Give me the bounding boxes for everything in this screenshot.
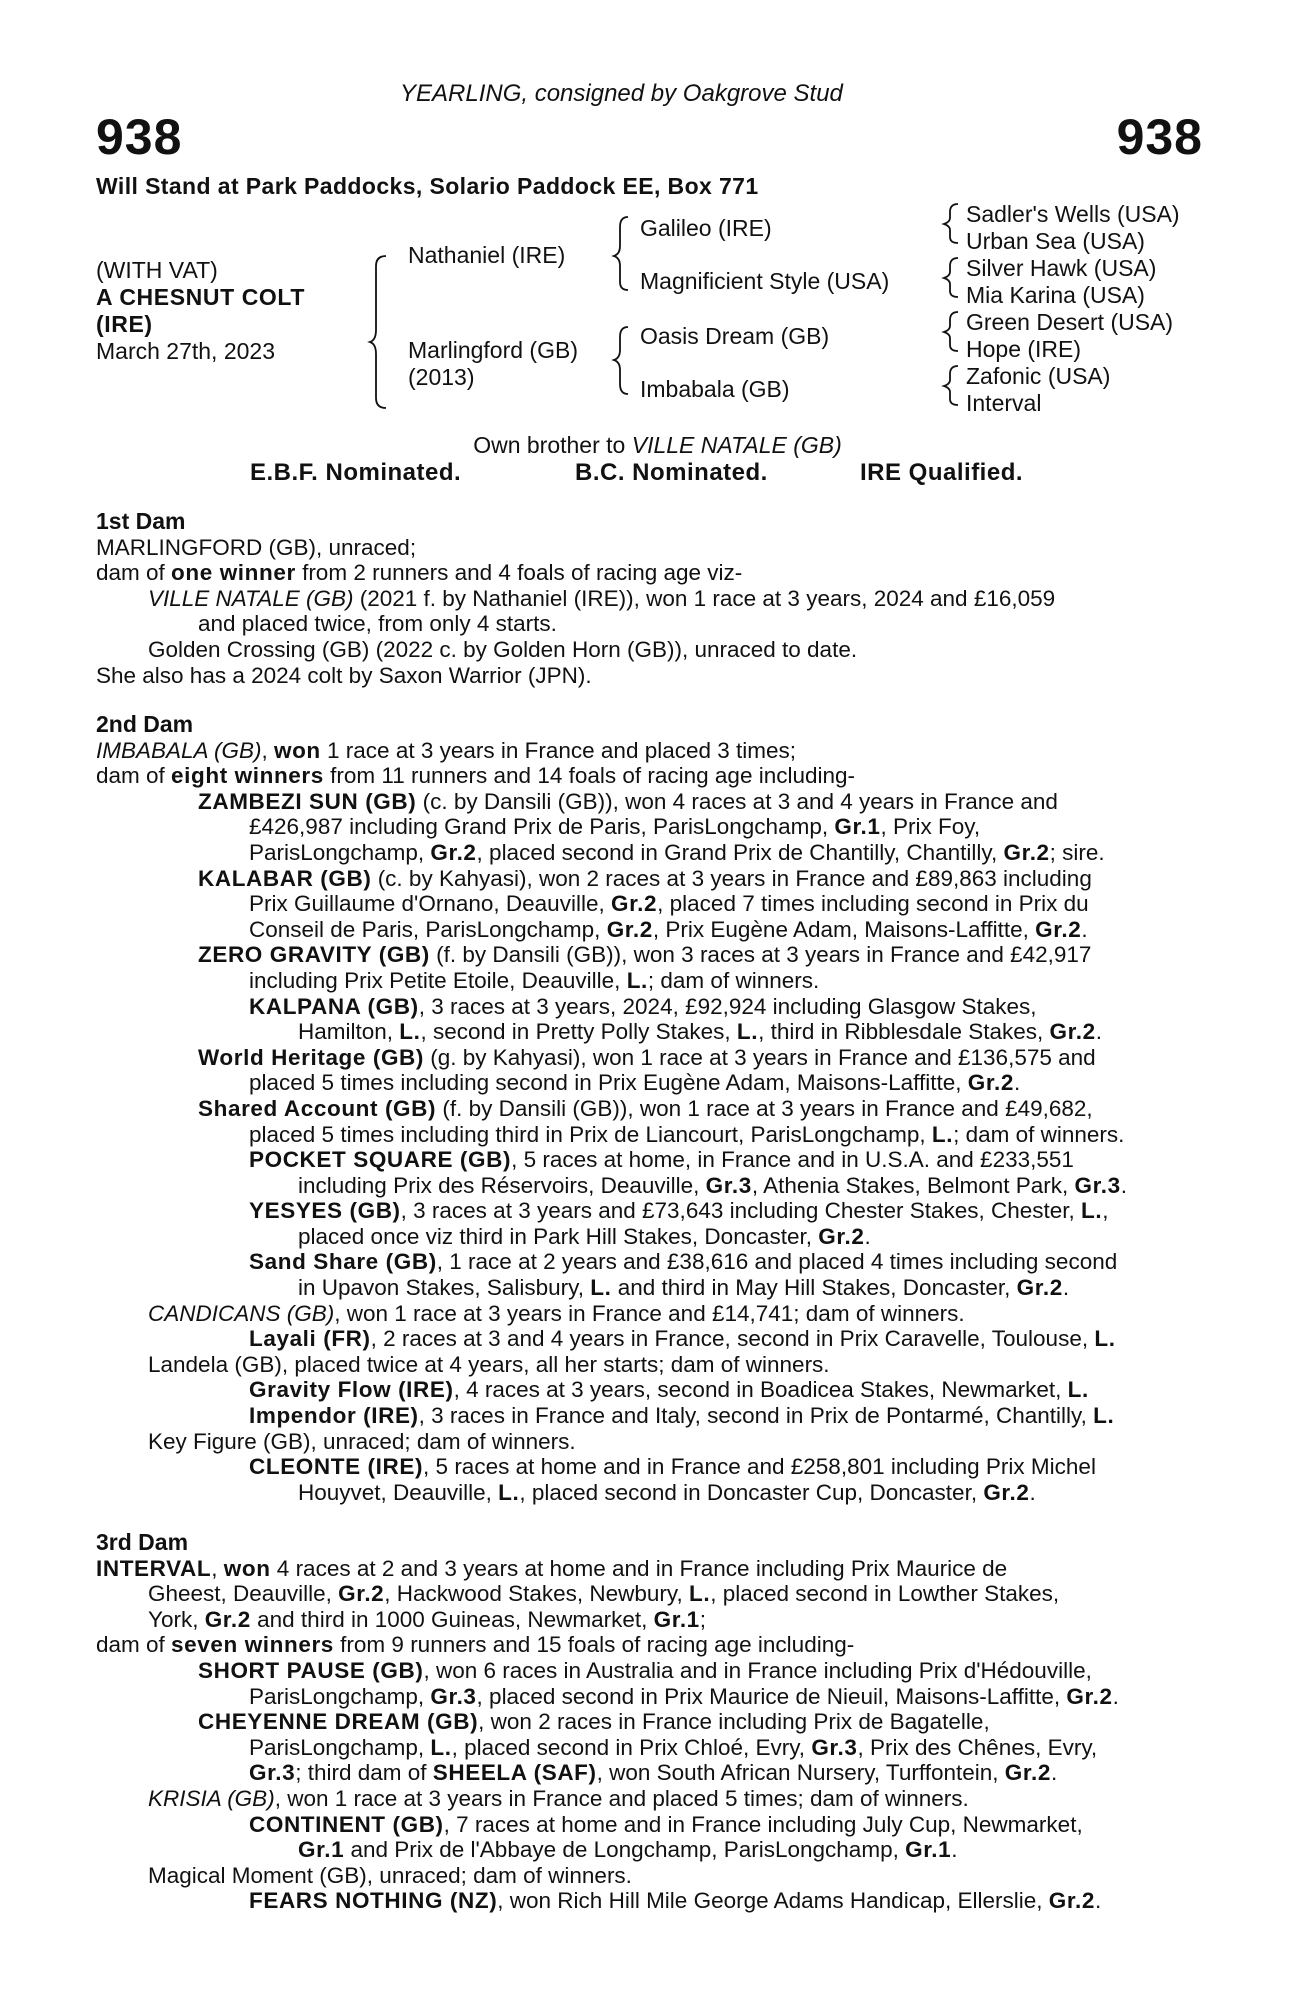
second-dam-title: 2nd Dam <box>96 711 194 737</box>
second-dam-line: Sand Share (GB), 1 race at 2 years and £38,616 and placed 4 times including second <box>249 1249 1118 1275</box>
own-brother-name: VILLE NATALE (GB) <box>631 432 842 458</box>
second-dam-line: World Heritage (GB) (g. by Kahyasi), won 1 race at 3 years in France and £136,575 and <box>198 1044 1096 1070</box>
grandparent-3: Silver Hawk (USA) <box>966 255 1157 281</box>
second-dam-line: KALABAR (GB) (c. by Kahyasi), won 2 races at 3 years in France and £89,863 including <box>198 865 1092 891</box>
third-dam-line: SHORT PAUSE (GB), won 6 races in Australia and in France including Prix d'Hédouville, <box>198 1657 1092 1683</box>
first-dam-section <box>96 509 1202 688</box>
second-dam-line: CANDICANS (GB), won 1 race at 3 years in France and £14,741; dam of winners. <box>148 1300 965 1326</box>
second-dam-line: Houyvet, Deauville, L., placed second in Doncaster Cup, Doncaster, Gr.2. <box>298 1479 1036 1505</box>
lot-number-left: 938 <box>96 109 183 165</box>
lot-number-right: 938 <box>1116 109 1203 165</box>
second-dam-line: POCKET SQUARE (GB), 5 races at home, in France and in U.S.A. and £233,551 <box>249 1147 1074 1173</box>
grandparent-4: Mia Karina (USA) <box>966 282 1145 308</box>
own-brother-note <box>0 432 1315 459</box>
third-dam-title: 3rd Dam <box>96 1529 189 1555</box>
sire: Nathaniel (IRE) <box>408 242 566 268</box>
third-dam-line: York, Gr.2 and third in 1000 Guineas, Newmarket, Gr.1; <box>148 1606 707 1632</box>
horse-name-line1: A CHESNUT COLT <box>96 284 305 310</box>
bc-nominated: B.C. Nominated. <box>575 459 768 486</box>
dam-sire: Oasis Dream (GB) <box>640 323 830 349</box>
grandparent-1: Sadler's Wells (USA) <box>966 201 1180 227</box>
own-brother-prefix: Own brother to <box>473 432 632 458</box>
second-dam-line: £426,987 including Grand Prix de Paris, ParisLongchamp, Gr.1, Prix Foy, <box>249 814 981 840</box>
second-dam-line: CLEONTE (IRE), 5 races at home and in France and £258,801 including Prix Michel <box>249 1454 1096 1480</box>
second-dam-line: placed once viz third in Park Hill Stakes, Doncaster, Gr.2. <box>298 1223 871 1249</box>
third-dam-line: Gr.1 and Prix de l'Abbaye de Longchamp, ParisLongchamp, Gr.1. <box>298 1837 958 1863</box>
second-dam-line: placed 5 times including third in Prix de Liancourt, ParisLongchamp, L.; dam of winners. <box>249 1121 1125 1147</box>
second-dam-line: Conseil de Paris, ParisLongchamp, Gr.2, Prix Eugène Adam, Maisons-Laffitte, Gr.2. <box>249 916 1088 942</box>
dam-year: (2013) <box>408 364 475 390</box>
second-dam-line: KALPANA (GB), 3 races at 3 years, 2024, £92,924 including Glasgow Stakes, <box>249 993 1037 1019</box>
consignment-line: YEARLING, consigned by Oakgrove Stud <box>400 80 843 107</box>
foaling-date: March 27th, 2023 <box>96 338 276 364</box>
sire-dam: Magnificient Style (USA) <box>640 268 890 294</box>
third-dam-line: Gr.3; third dam of SHEELA (SAF), won South African Nursery, Turffontein, Gr.2. <box>249 1760 1058 1786</box>
second-dam-line: IMBABALA (GB), won 1 race at 3 years in France and placed 3 times; <box>96 737 797 763</box>
second-dam-line: Layali (FR), 2 races at 3 and 4 years in France, second in Prix Caravelle, Toulouse, L. <box>249 1326 1116 1352</box>
second-dam-line: Impendor (IRE), 3 races in France and Italy, second in Prix de Pontarmé, Chantilly, L. <box>249 1403 1115 1429</box>
vat-note: (WITH VAT) <box>96 257 218 283</box>
second-dam-line: Shared Account (GB) (f. by Dansili (GB)), won 1 race at 3 years in France and £49,682, <box>198 1095 1093 1121</box>
second-dam-line: YESYES (GB), 3 races at 3 years and £73,643 including Chester Stakes, Chester, L., <box>249 1198 1109 1224</box>
third-dam-line: ParisLongchamp, Gr.3, placed second in Prix Maurice de Nieuil, Maisons-Laffitte, Gr.2. <box>249 1683 1119 1709</box>
first-dam-line: and placed twice, from only 4 starts. <box>198 611 557 637</box>
grandparent-7: Zafonic (USA) <box>966 363 1111 389</box>
second-dam-line: Key Figure (GB), unraced; dam of winners. <box>148 1428 576 1454</box>
first-dam-line: VILLE NATALE (GB) (2021 f. by Nathaniel (IRE)), won 1 race at 3 years, 2024 and £16,059 <box>148 585 1056 611</box>
second-dam-line: ZERO GRAVITY (GB) (f. by Dansili (GB)), won 3 races at 3 years in France and £42,917 <box>198 942 1092 968</box>
third-dam-line: CHEYENNE DREAM (GB), won 2 races in France including Prix de Bagatelle, <box>198 1709 990 1735</box>
third-dam-line: CONTINENT (GB), 7 races at home and in France including July Cup, Newmarket, <box>249 1811 1083 1837</box>
second-dam-line: placed 5 times including second in Prix Eugène Adam, Maisons-Laffitte, Gr.2. <box>249 1070 1021 1096</box>
ebf-nominated: E.B.F. Nominated. <box>250 459 462 486</box>
second-dam-line: ParisLongchamp, Gr.2, placed second in Grand Prix de Chantilly, Chantilly, Gr.2; sire. <box>249 839 1105 865</box>
sire-sire: Galileo (IRE) <box>640 215 772 241</box>
stand-location: Will Stand at Park Paddocks, Solario Paddock EE, Box 771 <box>96 173 759 199</box>
grandparent-6: Hope (IRE) <box>966 336 1082 362</box>
first-dam-line: Golden Crossing (GB) (2022 c. by Golden Horn (GB)), unraced to date. <box>148 636 858 662</box>
horse-name-line2: (IRE) <box>96 311 153 337</box>
second-dam-line: Hamilton, L., second in Pretty Polly Stakes, L., third in Ribblesdale Stakes, Gr.2. <box>298 1019 1102 1045</box>
first-dam-line: dam of one winner from 2 runners and 4 foals of racing age viz- <box>96 560 743 586</box>
second-dam-line: Landela (GB), placed twice at 4 years, all her starts; dam of winners. <box>148 1351 830 1377</box>
third-dam-line: FEARS NOTHING (NZ), won Rich Hill Mile George Adams Handicap, Ellerslie, Gr.2. <box>249 1888 1102 1914</box>
dam: Marlingford (GB) <box>408 337 578 363</box>
first-dam-line: She also has a 2024 colt by Saxon Warrior (JPN). <box>96 662 592 688</box>
second-dam-line: ZAMBEZI SUN (GB) (c. by Dansili (GB)), won 4 races at 3 and 4 years in France and <box>198 788 1058 814</box>
third-dam-section <box>96 1530 1202 1914</box>
first-dam-line: MARLINGFORD (GB), unraced; <box>96 534 417 560</box>
first-dam-title: 1st Dam <box>96 508 186 534</box>
third-dam-line: Gheest, Deauville, Gr.2, Hackwood Stakes, Newbury, L., placed second in Lowther Stakes, <box>148 1581 1060 1607</box>
second-dam-line: Gravity Flow (IRE), 4 races at 3 years, second in Boadicea Stakes, Newmarket, L. <box>249 1377 1089 1403</box>
grandparent-8: Interval <box>966 390 1042 416</box>
second-dam-line: dam of eight winners from 11 runners and 14 foals of racing age including- <box>96 763 856 789</box>
second-dam-line: in Upavon Stakes, Salisbury, L. and third in May Hill Stakes, Doncaster, Gr.2. <box>298 1275 1070 1301</box>
second-dam-section <box>96 712 1202 1505</box>
ire-qualified: IRE Qualified. <box>860 459 1024 486</box>
grandparent-5: Green Desert (USA) <box>966 309 1174 335</box>
second-dam-line: including Prix des Réservoirs, Deauville, Gr.3, Athenia Stakes, Belmont Park, Gr.3. <box>298 1172 1127 1198</box>
dam-dam: Imbabala (GB) <box>640 376 790 402</box>
third-dam-line: ParisLongchamp, L., placed second in Prix Chloé, Evry, Gr.3, Prix des Chênes, Evry, <box>249 1734 1098 1760</box>
second-dam-line: Prix Guillaume d'Ornano, Deauville, Gr.2, placed 7 times including second in Prix du <box>249 891 1089 917</box>
third-dam-line: KRISIA (GB), won 1 race at 3 years in France and placed 5 times; dam of winners. <box>148 1785 969 1811</box>
second-dam-line: including Prix Petite Etoile, Deauville, L.; dam of winners. <box>249 967 820 993</box>
third-dam-line: INTERVAL, won 4 races at 2 and 3 years at home and in France including Prix Maurice de <box>96 1555 1008 1581</box>
grandparent-2: Urban Sea (USA) <box>966 228 1145 254</box>
third-dam-line: dam of seven winners from 9 runners and 15 foals of racing age including- <box>96 1632 855 1658</box>
third-dam-line: Magical Moment (GB), unraced; dam of winners. <box>148 1862 632 1888</box>
